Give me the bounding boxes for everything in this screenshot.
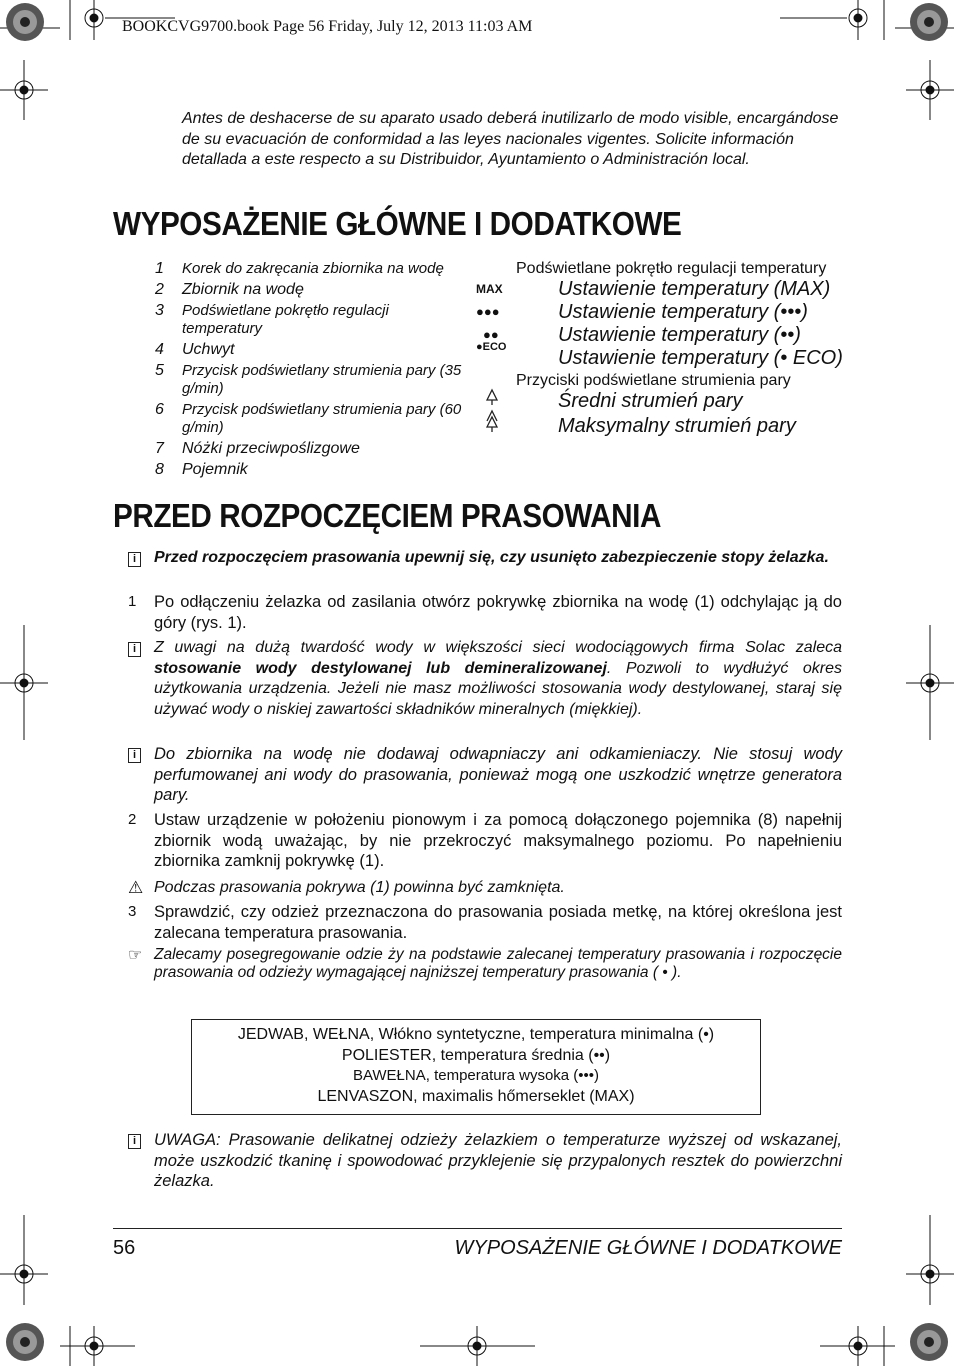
tip-item: ☞ Zalecamy posegregowanie odzie ży na podstawie zalecanej temperatury prasowania i rozpoczęcie prasowania od odzieży wymagającej najniższej temperatury prasowania ( • ). [128,946,842,981]
page-number: 56 [113,1237,136,1259]
warning-item: ⚠ Podczas prasowania pokrywa (1) powinna być zamknięta. [128,878,565,897]
three-dots-icon: ●●● [476,304,500,319]
info-icon: i [128,1134,141,1149]
pointing-hand-icon: ☞ [128,947,143,964]
note-item: i Przed rozpoczęciem prasowania upewnij się, czy usunięto zabezpieczenie stopy żelazka. [128,548,842,569]
knob-setting-eco: ●ECO Ustawienie temperatury (• ECO) [476,341,843,369]
print-header: BOOKCVG9700.book Page 56 Friday, July 12, 2013 11:03 AM [122,18,533,35]
knob-setting-2dots: ●● Ustawienie temperatury (••) [483,324,801,346]
eco-icon: ●ECO [476,341,507,353]
step-item: 2 Ustaw urządzenie w położeniu pionowym i za pomocą dołączonego pojemnika (8) napełnij zbiornik wodą uważając, by nie przekroczyć maksymalnego poziomu. Po napełnieniu zbiornika zamknij pokrywkę (1). [128,811,842,870]
footer-title: WYPOSAŻENIE GŁÓWNE I DODATKOWE [454,1237,842,1259]
step-item: 3 Sprawdzić, czy odzież przeznaczona do prasowania posiada metkę, na której określona jest zalecana temperatura prasowania. [128,903,842,942]
parts-list [155,260,475,482]
two-dots-icon: ●● [483,327,499,342]
note-item: i Z uwagi na dużą twardość wody w większości sieci wodociągowych firma Solac zaleca stosowanie wody destylowanej lub demineralizowanej. Pozwoli to wydłużyć okres użytkowania urządzenia. Jeżeli nie masz możliwości stosowania wody destylowanej, staraj się używać wody o niskiej zawartości składników mineralnych (miękkiej). [128,638,842,720]
table-row: LENVASZON, maximalis hőmerseklet (MAX) [317,1087,635,1105]
warning-icon: ⚠ [128,878,144,897]
max-icon: MAX [476,282,503,296]
controls-legend [476,260,876,438]
section-title-equipment: WYPOSAŻENIE GŁÓWNE I DODATKOWE [113,205,682,242]
steam-setting-medium: Średni strumień pary [516,390,876,415]
table-row: BAWEŁNA, temperatura wysoka (•••) [352,1067,600,1084]
step-item: 1 Po odłączeniu żelazka od zasilania otwórz pokrywkę zbiornika na wodę (1) odchylając ją do góry (rys. 1). [128,593,842,632]
steam-single-icon [484,386,500,406]
table-row: POLIESTER, temperatura średnia (••) [341,1046,611,1064]
steam-heading: Przyciski podświetlane strumienia pary [516,372,791,389]
note-item: i Do zbiornika na wodę nie dodawaj odwapniaczy ani odkamieniaczy. Nie stosuj wody perfumowanej ani wody do prasowania, ponieważ mogą one uszkodzić wnętrze generatora pary. [128,744,842,806]
list-item: 2 Zbiornik na wodę [155,281,304,298]
list-item: 5 Przycisk podświetlany strumienia pary (35 g/min) [155,362,462,397]
note-item: i UWAGA: Prasowanie delikatnej odzieży żelazkiem o temperaturze wyższej od wskazanej, może uszkodzić tkaninę i spowodować przyklejenie się przypalonych resztek do powierzchni żelazka. [128,1130,842,1192]
knob-setting-3dots: ●●● Ustawienie temperatury (•••) [476,301,808,323]
temperature-table [191,1019,761,1115]
footer-divider [113,1228,842,1229]
list-item: 3 Podświetlane pokrętło regulacji temperatury [155,302,389,337]
intro-paragraph: Antes de deshacerse de su aparato usado deberá inutilizarlo de modo visible, encargándose de su evacuación de conformidad a las leyes nacionales vigentes. Solicite información detallada a este respecto a su Distribuidor, Ayuntamiento o Administración local. [182,110,839,168]
steam-setting-max: Maksymalny strumień pary [516,415,876,438]
knob-heading: Podświetlane pokrętło regulacji temperatury [516,260,827,277]
list-item: 1 Korek do zakręcania zbiornika na wodę [155,260,444,277]
info-icon: i [128,748,141,763]
list-item: 4 Uchwyt [155,341,235,358]
steam-double-icon [484,409,500,433]
section-title-before-ironing: PRZED ROZPOCZĘCIEM PRASOWANIA [113,497,661,534]
list-item: 6 Przycisk podświetlany strumienia pary (60 g/min) [155,401,462,436]
list-item: 8 Pojemnik [155,461,248,478]
instructions [128,548,842,1008]
knob-setting-max: MAX Ustawienie temperatury (MAX) [476,278,831,300]
info-icon: i [128,642,141,657]
list-item: 7 Nóżki przeciwpoślizgowe [155,440,360,457]
info-icon: i [128,552,141,567]
table-row: JEDWAB, WEŁNA, Włókno syntetyczne, temperatura minimalna (•) [237,1026,715,1043]
